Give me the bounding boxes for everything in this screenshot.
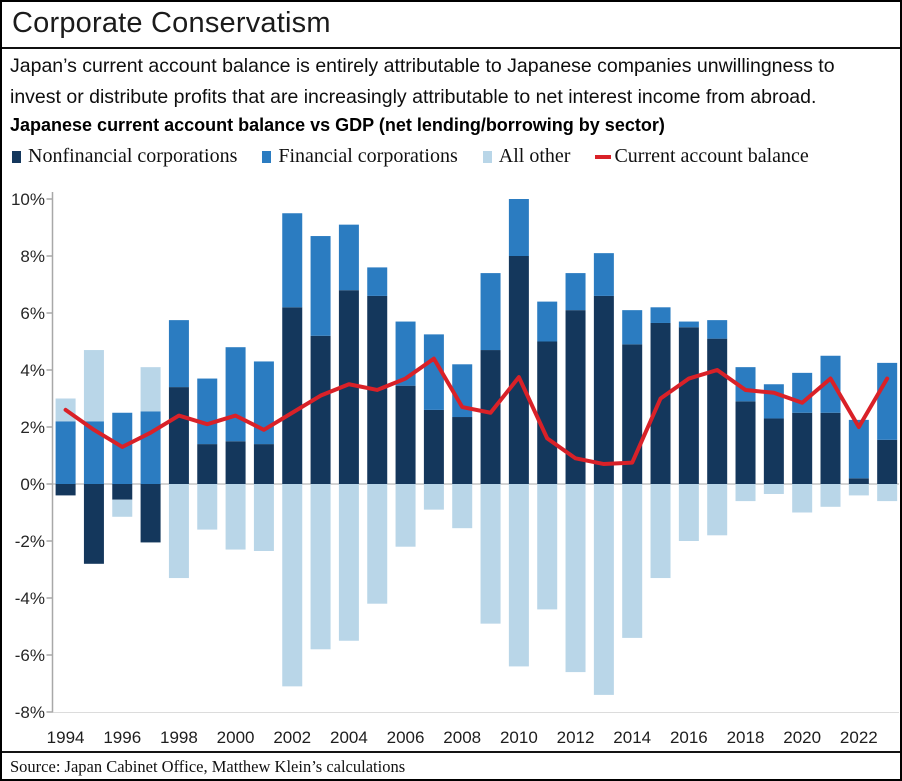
bar-nonfinancial-2008 [452, 417, 472, 484]
x-axis-label: 2004 [329, 728, 368, 747]
bar-financial-2012 [566, 273, 586, 310]
bar-financial-2020 [792, 373, 812, 413]
bar-financial-2002 [282, 213, 302, 307]
bar-nonfinancial-2021 [821, 413, 841, 484]
legend-item-all-other [483, 145, 571, 168]
bar-financial-2017 [707, 320, 727, 339]
legend-label: Current account balance [614, 145, 809, 167]
legend-label: Nonfinancial corporations [28, 145, 238, 167]
bar-nonfinancial-2013 [594, 296, 614, 484]
bar-all_other-2018 [736, 484, 756, 501]
subtitle-line-2: invest or distribute profits that are increasingly attributable to net interest income from abroad. [10, 86, 817, 108]
bar-nonfinancial-1999 [197, 444, 217, 484]
bar-financial-1994 [56, 421, 76, 484]
bar-nonfinancial-1998 [169, 387, 189, 484]
chart-legend [12, 145, 809, 168]
bar-all_other-2011 [537, 484, 557, 609]
bar-all_other-2020 [792, 484, 812, 513]
bar-all_other-2012 [566, 484, 586, 672]
page-title: Corporate Conservatism [12, 7, 331, 39]
bar-nonfinancial-2001 [254, 444, 274, 484]
bar-all_other-2010 [509, 484, 529, 666]
bar-financial-2010 [509, 199, 529, 256]
legend-swatch-nonfinancial [12, 151, 21, 163]
x-axis-label: 2014 [613, 728, 652, 747]
x-axis-label: 2022 [839, 728, 878, 747]
x-axis-label: 2006 [386, 728, 425, 747]
bar-financial-2013 [594, 253, 614, 296]
legend-label: Financial corporations [278, 145, 458, 167]
bar-all_other-1996 [112, 500, 132, 517]
x-axis-label: 2018 [726, 728, 765, 747]
bar-nonfinancial-2007 [424, 410, 444, 484]
bar-all_other-2006 [396, 484, 416, 547]
bar-all_other-1998 [169, 484, 189, 578]
bar-all_other-2016 [679, 484, 699, 541]
legend-item-current-account [595, 145, 808, 168]
bar-all_other-1999 [197, 484, 217, 530]
bar-financial-2015 [651, 307, 671, 323]
bar-all_other-2005 [367, 484, 387, 604]
bar-nonfinancial-2000 [226, 441, 246, 484]
bar-financial-2003 [311, 236, 331, 336]
legend-item-financial [262, 145, 457, 168]
stacked-bar-line-chart [2, 177, 902, 751]
bar-all_other-2022 [849, 484, 869, 495]
bar-financial-2023 [877, 363, 897, 440]
bar-nonfinancial-2023 [877, 440, 897, 484]
x-axis-label: 2002 [273, 728, 312, 747]
title-divider [2, 47, 900, 49]
y-axis-label: 6% [20, 304, 45, 323]
bar-nonfinancial-2011 [537, 342, 557, 485]
bar-all_other-2007 [424, 484, 444, 510]
bar-nonfinancial-2010 [509, 256, 529, 484]
x-axis-label: 2010 [499, 728, 538, 747]
bar-nonfinancial-2018 [736, 401, 756, 484]
bar-financial-2014 [622, 310, 642, 344]
bar-all_other-2023 [877, 484, 897, 501]
x-axis-label: 2020 [783, 728, 822, 747]
legend-swatch-all-other [483, 151, 492, 163]
bar-nonfinancial-2019 [764, 418, 784, 484]
legend-item-nonfinancial [12, 145, 237, 168]
chart-subtitle [10, 51, 894, 113]
chart-title: Japanese current account balance vs GDP (net lending/borrowing by sector) [10, 115, 665, 135]
bar-financial-1997 [141, 411, 161, 484]
bar-nonfinancial-2020 [792, 413, 812, 484]
bar-financial-1998 [169, 320, 189, 387]
bar-financial-1999 [197, 379, 217, 445]
bar-all_other-2014 [622, 484, 642, 638]
bar-nonfinancial-2016 [679, 327, 699, 484]
bar-all_other-2021 [821, 484, 841, 507]
bar-nonfinancial-1996 [112, 484, 132, 500]
bar-financial-2004 [339, 225, 359, 291]
y-axis-label: 2% [20, 418, 45, 437]
bar-all_other-1995 [84, 350, 104, 421]
bar-nonfinancial-1997 [141, 484, 161, 542]
bar-all_other-2002 [282, 484, 302, 686]
y-axis-label: 10% [10, 190, 45, 209]
legend-line-marker-icon [595, 155, 611, 159]
bar-financial-2005 [367, 267, 387, 296]
y-axis-label: -8% [14, 703, 45, 722]
bar-nonfinancial-2003 [311, 336, 331, 484]
x-axis-label: 2008 [443, 728, 482, 747]
bar-all_other-2017 [707, 484, 727, 535]
bar-all_other-2001 [254, 484, 274, 551]
y-axis-label: -6% [14, 646, 45, 665]
bar-nonfinancial-2002 [282, 307, 302, 484]
bar-nonfinancial-2022 [849, 478, 869, 484]
bar-nonfinancial-1995 [84, 484, 104, 564]
bar-all_other-2009 [481, 484, 501, 624]
bar-financial-2009 [481, 273, 501, 350]
bar-all_other-2004 [339, 484, 359, 641]
y-axis-label: -4% [14, 589, 45, 608]
x-axis-label: 1994 [46, 728, 85, 747]
x-axis-label: 1998 [160, 728, 198, 747]
y-axis-label: 8% [20, 247, 45, 266]
x-axis-label: 1996 [103, 728, 142, 747]
bar-nonfinancial-2015 [651, 323, 671, 484]
bar-financial-2000 [226, 347, 246, 441]
bar-financial-2011 [537, 302, 557, 342]
bar-all_other-2008 [452, 484, 472, 528]
source-line: Source: Japan Cabinet Office, Matthew Klein’s calculations [2, 751, 900, 777]
bar-all_other-2003 [311, 484, 331, 649]
bar-all_other-2000 [226, 484, 246, 550]
bar-all_other-2015 [651, 484, 671, 578]
bar-nonfinancial-1994 [56, 484, 76, 495]
legend-label: All other [498, 145, 571, 167]
bar-financial-2019 [764, 384, 784, 418]
bar-nonfinancial-2006 [396, 386, 416, 484]
subtitle-line-1: Japan’s current account balance is entirely attributable to Japanese companies unwillingness to [10, 55, 835, 77]
bar-all_other-1997 [141, 367, 161, 411]
bar-all_other-2013 [594, 484, 614, 695]
legend-swatch-financial [262, 151, 271, 163]
bar-nonfinancial-2017 [707, 339, 727, 484]
bar-financial-2016 [679, 322, 699, 328]
x-axis-label: 2012 [556, 728, 595, 747]
y-axis-label: 4% [20, 361, 45, 380]
y-axis-label: -2% [14, 532, 45, 551]
x-axis-label: 2016 [669, 728, 708, 747]
x-axis-label: 2000 [216, 728, 255, 747]
bar-nonfinancial-2009 [481, 350, 501, 484]
bar-all_other-2019 [764, 484, 784, 494]
y-axis-label: 0% [20, 475, 45, 494]
